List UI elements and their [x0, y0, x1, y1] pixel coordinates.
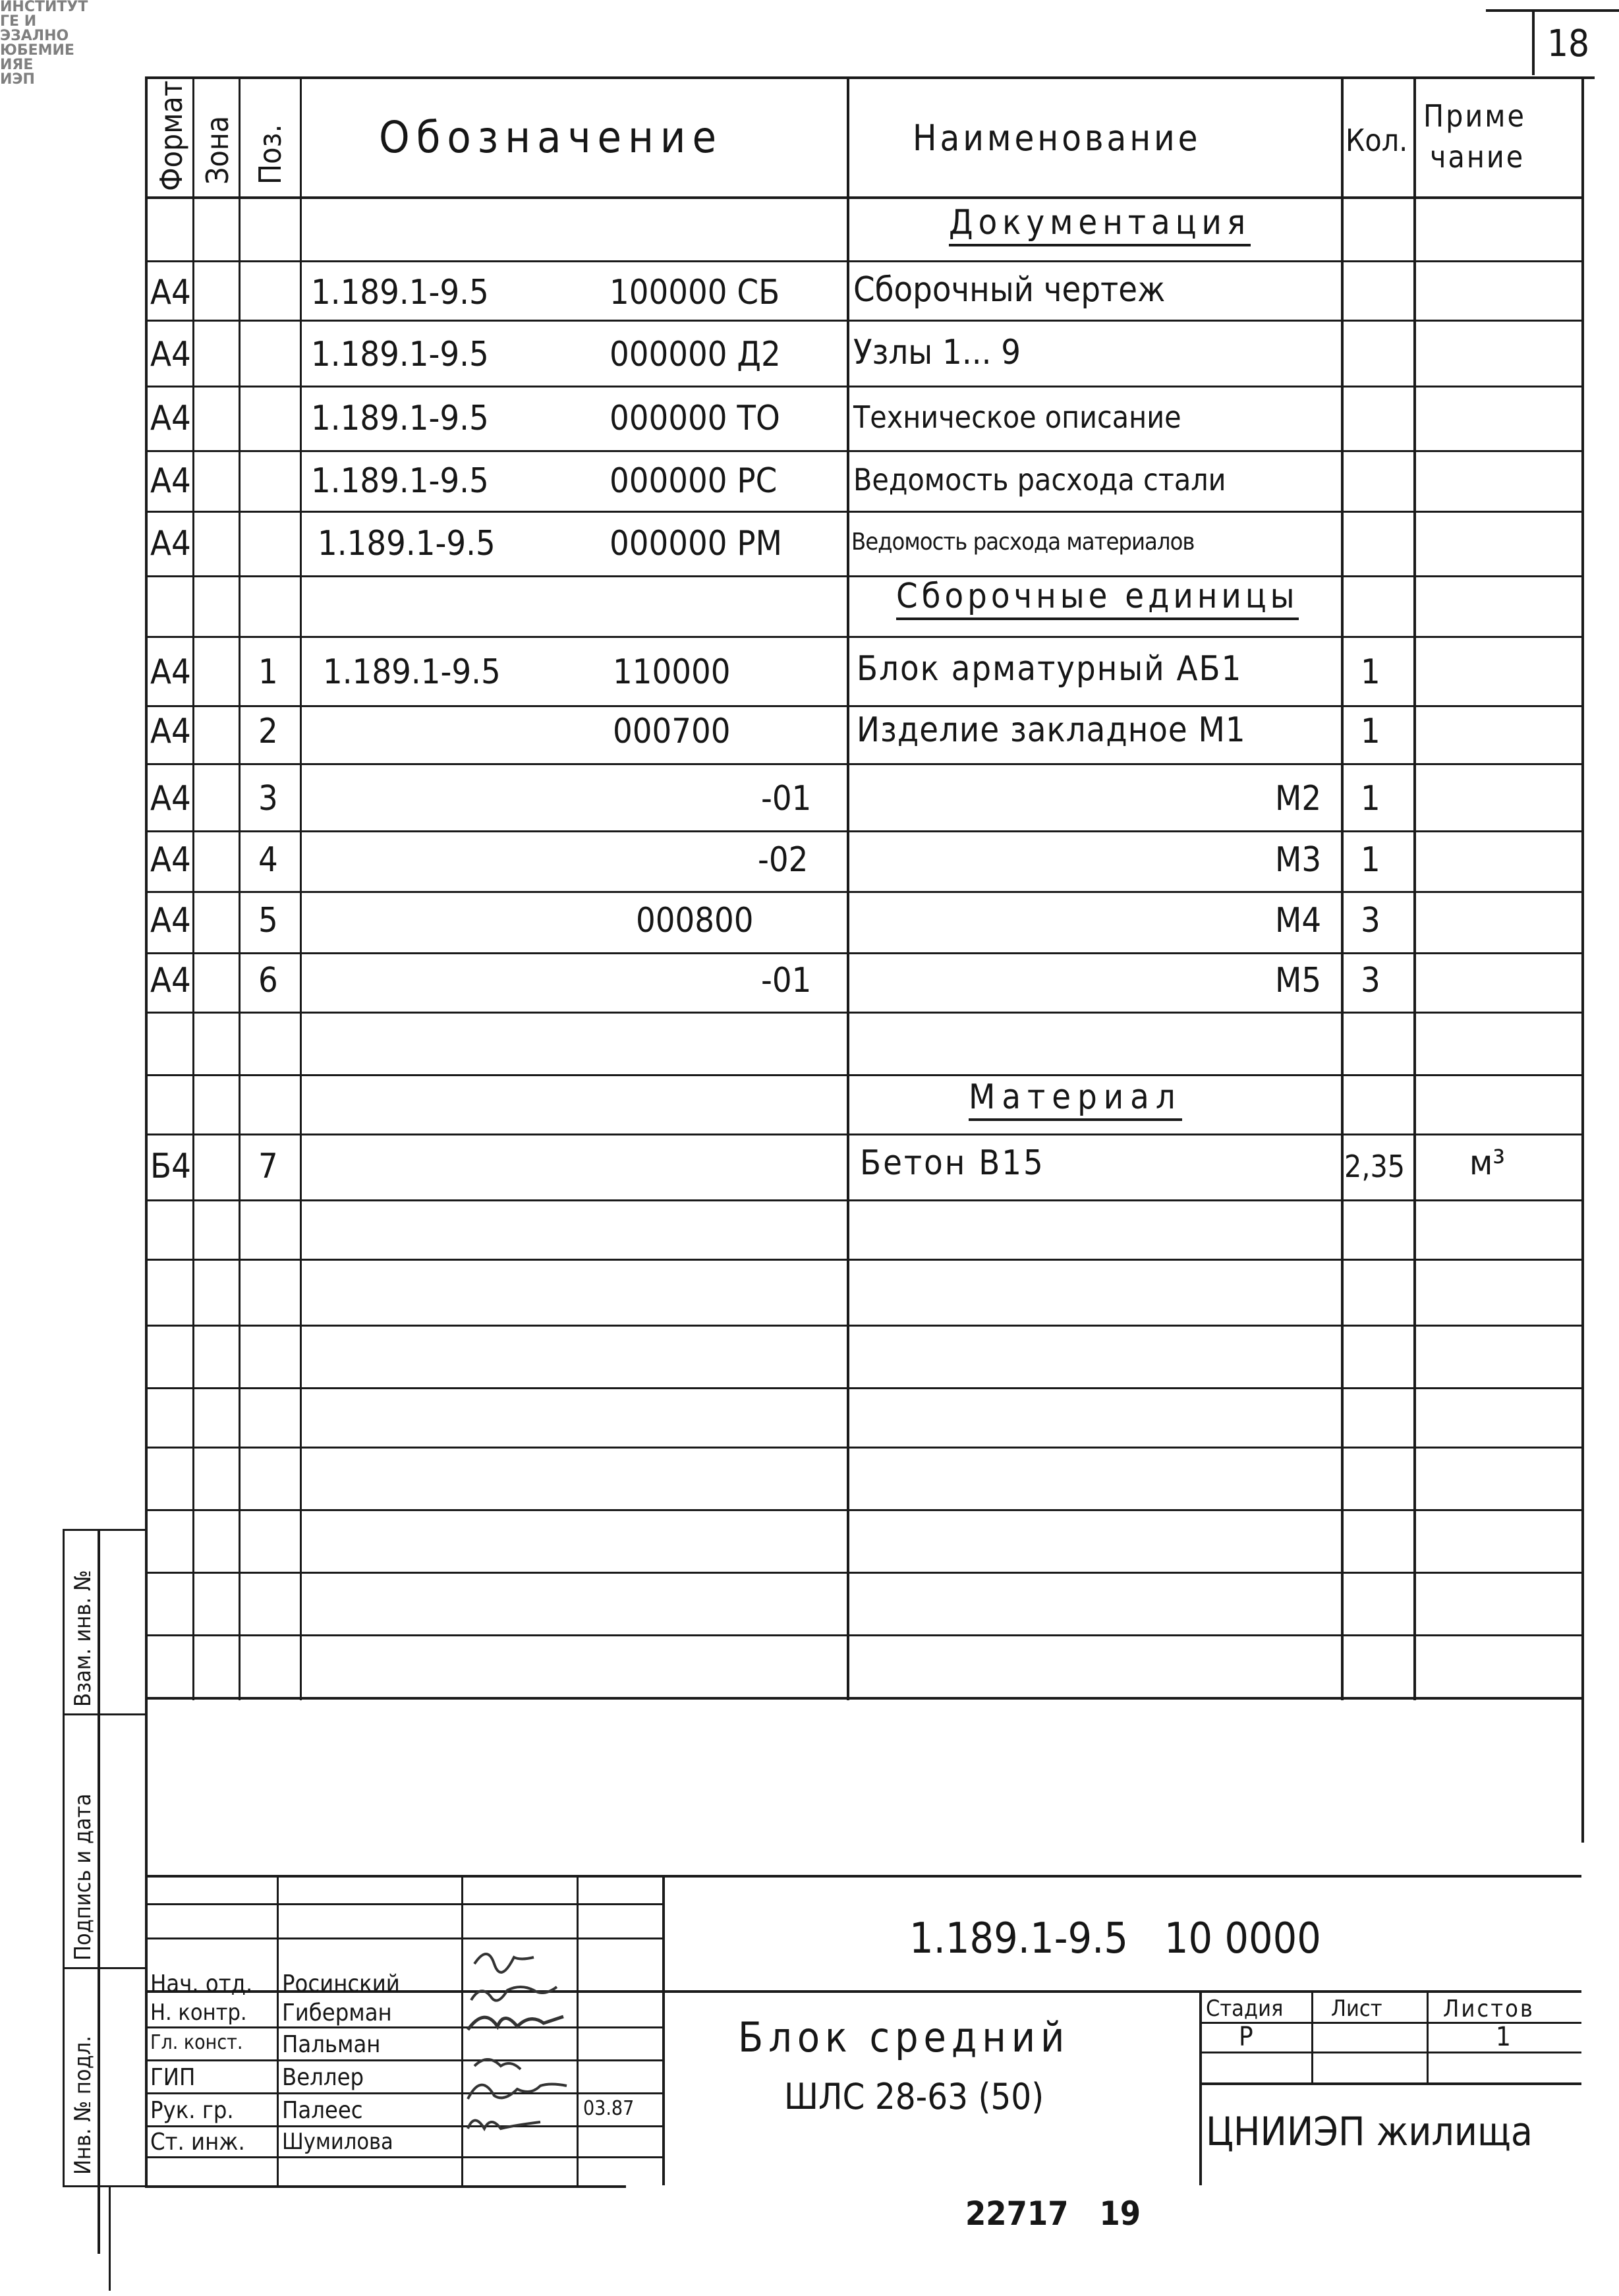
header-format: Формат — [154, 80, 189, 191]
doc-code: 1.189.1-9.5 10 0000 — [909, 1914, 1321, 1963]
role-4: ГИП — [150, 2064, 196, 2091]
header-qty: Кол. — [1346, 123, 1408, 158]
header-note-2: чание — [1430, 139, 1525, 175]
section-material: Материал — [969, 1077, 1182, 1121]
item-sub: ШЛС 28-63 (50) — [784, 2076, 1044, 2117]
stage-value: Р — [1239, 2022, 1253, 2052]
footer-number: 22717 19 — [965, 2195, 1141, 2233]
margin-inv-podl: Инв. № подл. — [70, 2035, 96, 2175]
section-assembly-units: Сборочные единицы — [896, 577, 1299, 620]
item-name: Блок средний — [738, 2013, 1070, 2061]
institute-stamp: ИНСТИТУТ ГЕ И ЭЗАЛНО ЮБЕМИЕ ИЯЕ ИЭП — [0, 0, 88, 88]
organization: ЦНИИЭП жилища — [1206, 2109, 1533, 2155]
role-5: Рук. гр. — [150, 2097, 234, 2124]
name-6: Шумилова — [282, 2129, 393, 2155]
sheet-number: 18 — [1547, 22, 1590, 65]
section-documentation: Документация — [949, 203, 1251, 246]
name-3: Пальман — [282, 2031, 381, 2058]
margin-podpis: Подпись и дата — [70, 1793, 96, 1961]
role-3: Гл. конст. — [150, 2031, 243, 2054]
header-pos: Поз. — [252, 124, 288, 185]
date: 03.87 — [583, 2097, 635, 2120]
role-6: Ст. инж. — [150, 2129, 245, 2156]
stage-label: Стадия — [1206, 1995, 1284, 2022]
signature-scribbles — [461, 1937, 659, 2162]
header-name: Наименование — [913, 117, 1201, 159]
name-2: Гиберман — [282, 1999, 392, 2026]
sheets-label: Листов — [1443, 1995, 1535, 2023]
header-designation: Обозначение — [379, 112, 724, 163]
sheets-value: 1 — [1496, 2022, 1511, 2052]
header-note-1: Приме — [1423, 98, 1526, 134]
name-1: Росинский — [282, 1970, 400, 1997]
role-2: Н. контр. — [150, 1999, 247, 2026]
header-zone: Зона — [200, 115, 235, 185]
name-4: Веллер — [282, 2064, 364, 2091]
role-1: Нач. отд. — [150, 1970, 253, 1997]
name-5: Палеес — [282, 2097, 363, 2124]
sheet-label: Лист — [1331, 1995, 1382, 2022]
margin-vzam: Взам. инв. № — [70, 1570, 96, 1707]
